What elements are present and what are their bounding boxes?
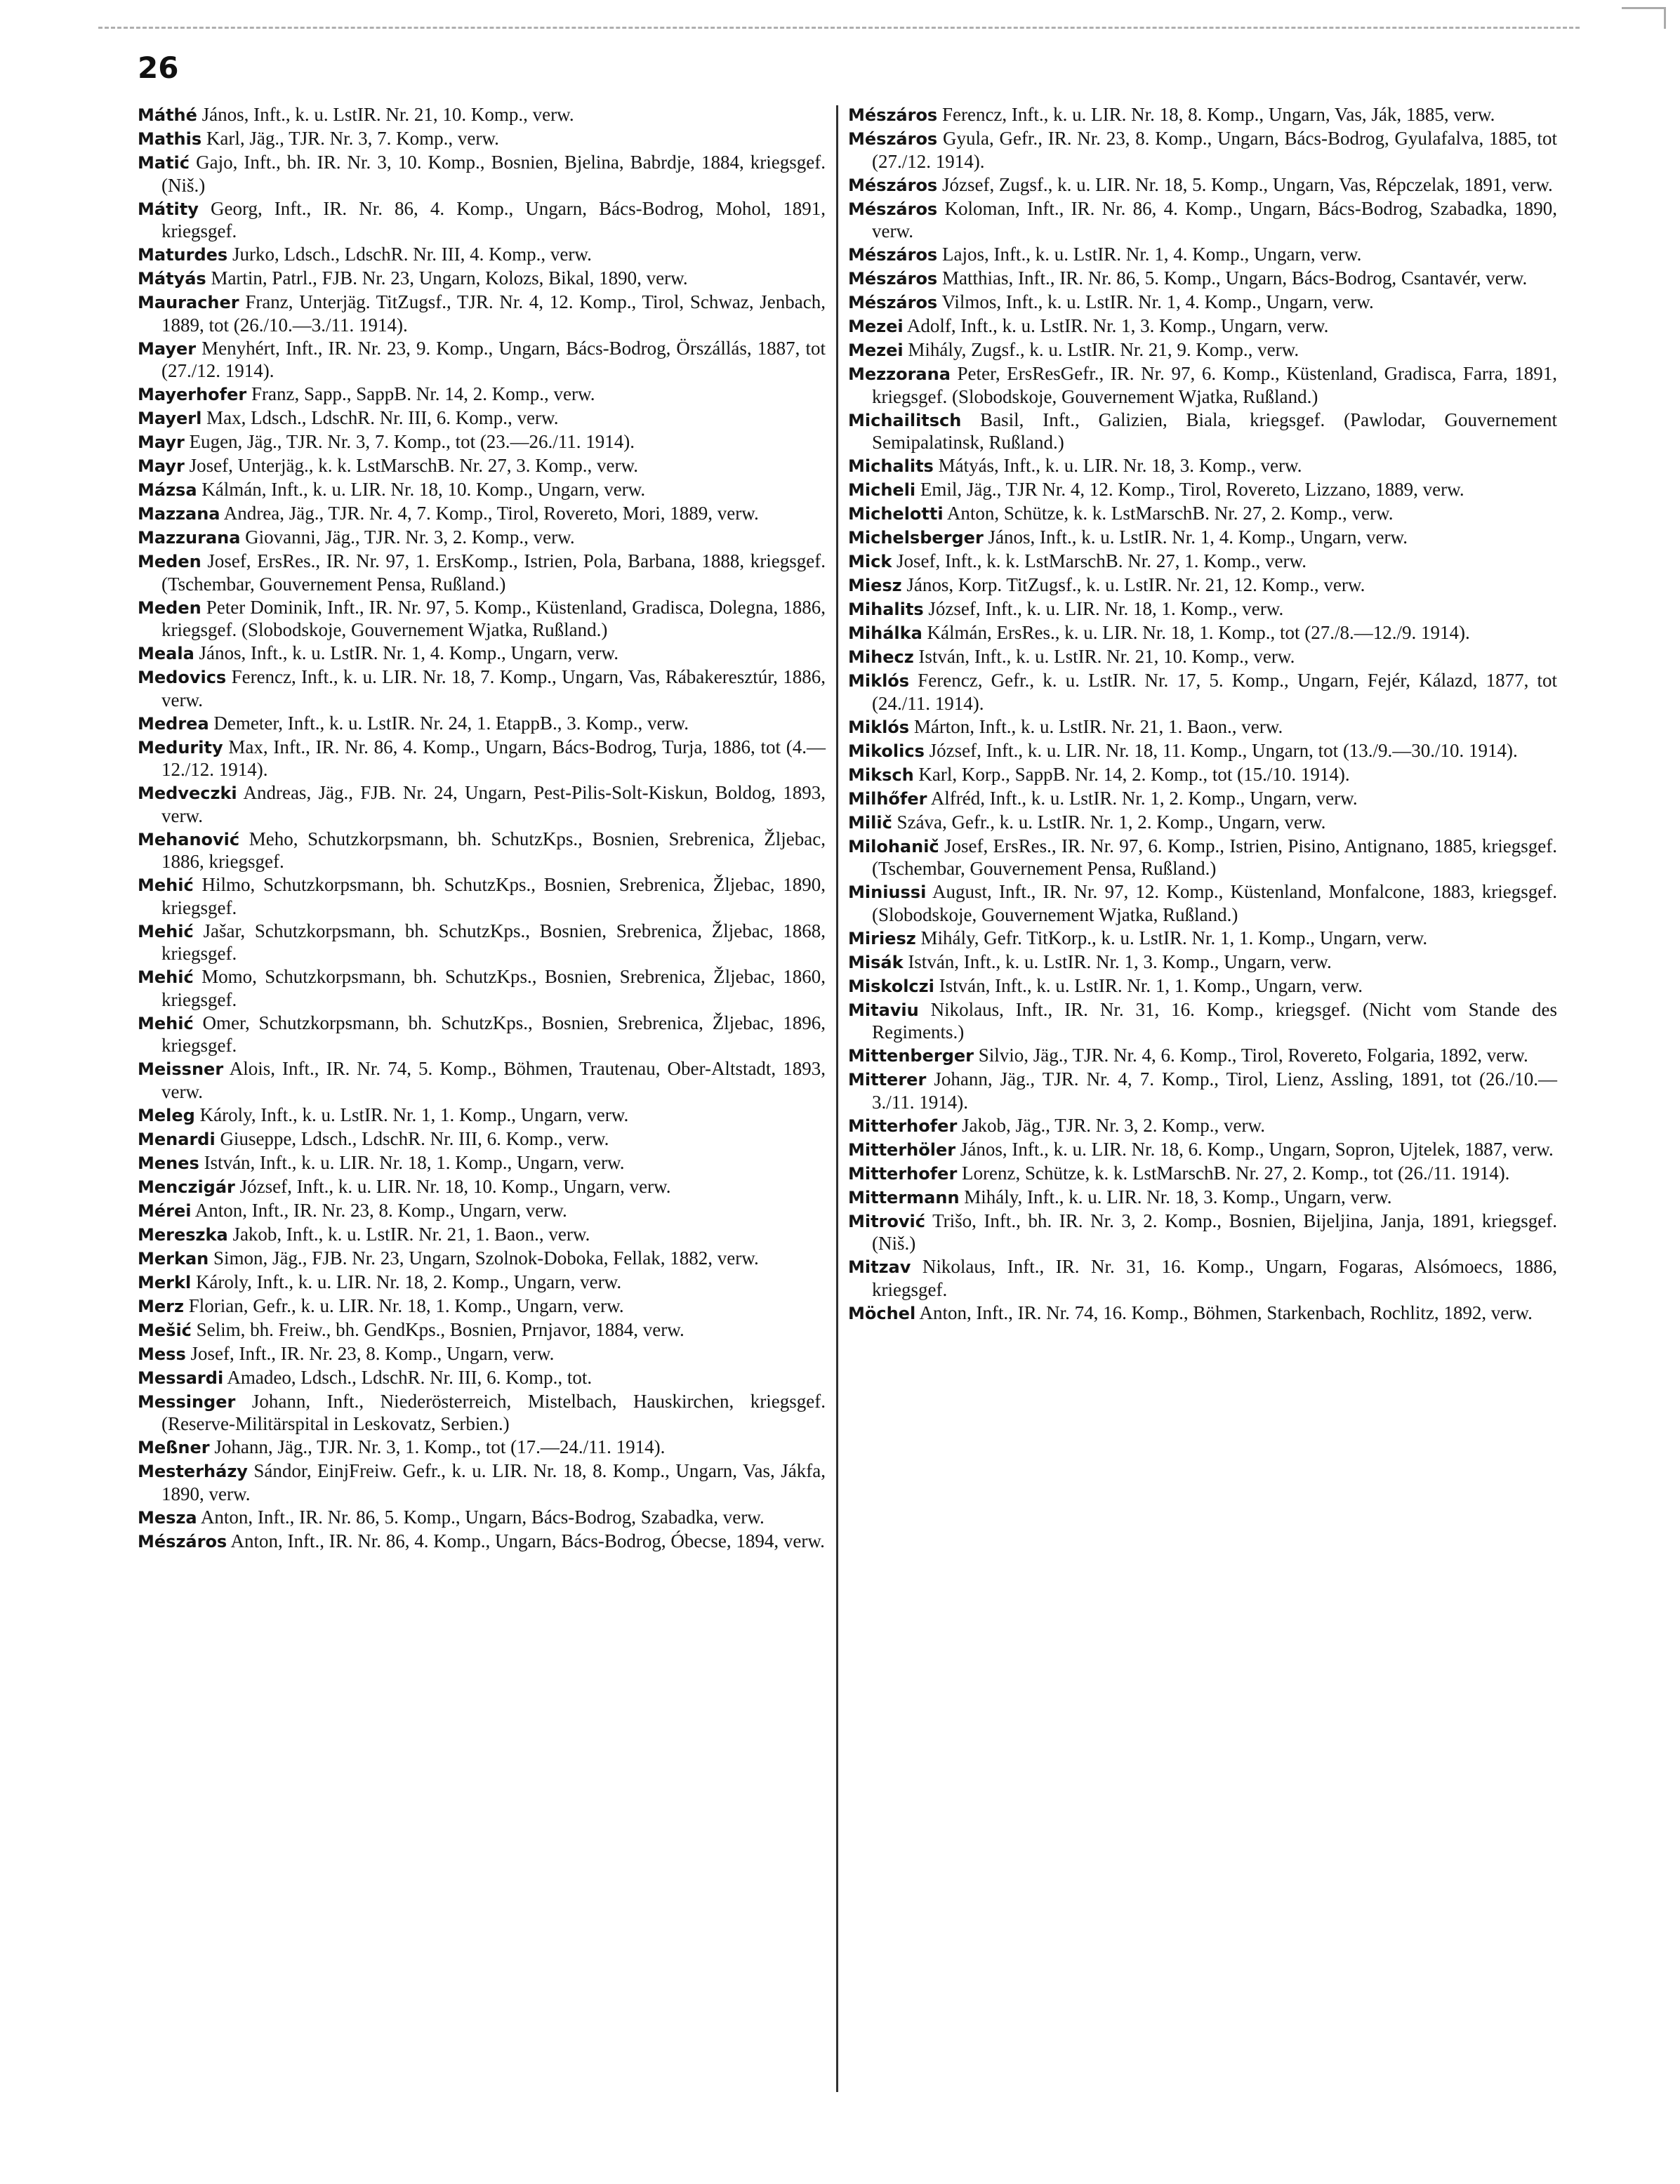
entry-details: Gajo, Inft., bh. IR. Nr. 3, 10. Komp., Bosnien, Bjelina, Babrdje, 1884, kriegsgef. (Niš.): [161, 152, 826, 196]
entry-details: Károly, Inft., k. u. LIR. Nr. 18, 2. Komp., Ungarn, verw.: [191, 1271, 622, 1292]
register-entry: [848, 479, 1557, 502]
register-entry: [138, 1128, 826, 1151]
register-entry: [848, 104, 1557, 127]
entry-details: Mátyás, Inft., k. u. LIR. Nr. 18, 3. Komp., verw.: [933, 455, 1302, 476]
entry-details: Martin, Patrl., FJB. Nr. 23, Ungarn, Kolozs, Bikal, 1890, verw.: [206, 267, 688, 289]
entry-surname: Mayer: [138, 338, 197, 359]
entry-details: Giuseppe, Ldsch., LdschR. Nr. III, 6. Komp., verw.: [215, 1127, 609, 1149]
entry-surname: Matić: [138, 153, 190, 173]
register-entry: [138, 1058, 826, 1103]
entry-surname: Mick: [848, 552, 892, 571]
register-entry: [848, 1068, 1557, 1113]
register-entry: [138, 1460, 826, 1505]
entry-details: Lorenz, Schütze, k. k. LstMarschB. Nr. 27, 2. Komp., tot (26./11. 1914).: [957, 1162, 1510, 1184]
register-entry: [138, 1391, 826, 1436]
entry-details: Vilmos, Inft., k. u. LstIR. Nr. 1, 4. Komp., Ungarn, verw.: [937, 291, 1374, 312]
register-entry: [848, 1302, 1557, 1325]
entry-surname: Mittermann: [848, 1187, 960, 1207]
register-entry: [138, 828, 826, 873]
entry-details: Anton, Inft., IR. Nr. 86, 5. Komp., Ungarn, Bács-Bodrog, Szabadka, verw.: [197, 1506, 765, 1528]
column-divider: [836, 105, 838, 2092]
entry-details: Karl, Korp., SappB. Nr. 14, 2. Komp., tot (15./10. 1914).: [913, 763, 1350, 785]
register-entry: [138, 782, 826, 827]
entry-details: Nikolaus, Inft., IR. Nr. 31, 16. Komp., kriegsgef. (Nicht vom Stande des Regiments.): [872, 998, 1557, 1043]
entry-surname: Mészáros: [848, 293, 938, 312]
entry-surname: Mittenberger: [848, 1046, 974, 1066]
register-entry: [848, 764, 1557, 787]
entry-surname: Mitzav: [848, 1257, 911, 1277]
entry-details: István, Inft., k. u. LstIR. Nr. 21, 10. Komp., verw.: [913, 646, 1295, 667]
entry-surname: Meßner: [138, 1438, 210, 1457]
entry-details: Franz, Unterjäg. TitZugsf., TJR. Nr. 4, 12. Komp., Tirol, Schwaz, Jenbach, 1889, tot (26./10.—3./11. 1914).: [161, 291, 826, 336]
entry-details: Jakob, Inft., k. u. LstIR. Nr. 21, 1. Baon., verw.: [227, 1223, 590, 1245]
register-entry: [848, 455, 1557, 478]
entry-surname: Mauracher: [138, 293, 239, 312]
entry-details: Giovanni, Jäg., TJR. Nr. 3, 2. Komp., verw.: [240, 527, 575, 548]
entry-details: Matthias, Inft., IR. Nr. 86, 5. Komp., Ungarn, Bács-Bodrog, Csantavér, verw.: [937, 267, 1528, 289]
register-entry: [138, 291, 826, 336]
entry-details: Silvio, Jäg., TJR. Nr. 4, 6. Komp., Tirol, Rovereto, Folgaria, 1892, verw.: [974, 1045, 1528, 1066]
register-entry: [848, 409, 1557, 454]
entry-details: József, Zugsf., k. u. LIR. Nr. 18, 5. Komp., Ungarn, Vas, Répczelak, 1891, verw.: [937, 173, 1553, 195]
register-entry: [848, 339, 1557, 362]
entry-surname: Mess: [138, 1344, 186, 1364]
register-entry: [138, 736, 826, 781]
entry-surname: Mátyás: [138, 269, 206, 289]
register-entry: [848, 740, 1557, 763]
entry-surname: Michelotti: [848, 504, 944, 524]
register-entry: [138, 874, 826, 919]
entry-surname: Merkan: [138, 1248, 209, 1269]
entry-surname: Mérei: [138, 1200, 192, 1221]
entry-surname: Meden: [138, 552, 201, 571]
entry-details: János, Inft., k. u. LstIR. Nr. 21, 10. Komp., verw.: [197, 104, 574, 125]
register-entry: [848, 267, 1557, 291]
entry-details: Anton, Schütze, k. k. LstMarschB. Nr. 27, 2. Komp., verw.: [943, 503, 1394, 524]
entry-surname: Miriesz: [848, 928, 916, 948]
register-entry: [138, 966, 826, 1011]
register-entry: [848, 527, 1557, 550]
entry-details: Momo, Schutzkorpsmann, bh. SchutzKps., Bosnien, Srebrenica, Žljebac, 1860, kriegsgef.: [161, 966, 826, 1010]
entry-surname: Meleg: [138, 1105, 195, 1125]
entry-surname: Mészáros: [138, 1531, 227, 1551]
entry-surname: Miklós: [848, 671, 910, 691]
register-entry: [138, 1104, 826, 1127]
entry-surname: Mészáros: [848, 175, 938, 195]
entry-surname: Mészáros: [848, 105, 938, 125]
entry-details: Emil, Jäg., TJR Nr. 4, 12. Komp., Tirol, Rovereto, Lizzano, 1889, verw.: [915, 479, 1464, 500]
entry-surname: Michailitsch: [848, 410, 962, 430]
corner-scan-mark: [1622, 7, 1666, 29]
register-entry: [138, 1247, 826, 1271]
entry-surname: Mitaviu: [848, 1000, 919, 1020]
entry-surname: Mészáros: [848, 199, 938, 219]
entry-details: Andrea, Jäg., TJR. Nr. 4, 7. Komp., Tirol, Rovereto, Mori, 1889, verw.: [220, 503, 759, 524]
entry-details: Max, Inft., IR. Nr. 86, 4. Komp., Ungarn, Bács-Bodrog, Turja, 1886, tot (4.—12./12. 1914).: [161, 736, 826, 780]
entry-details: Mihály, Inft., k. u. LIR. Nr. 18, 3. Komp., Ungarn, verw.: [959, 1186, 1392, 1207]
entry-surname: Mayerhofer: [138, 385, 247, 404]
entry-details: Jurko, Ldsch., LdschR. Nr. III, 4. Komp., verw.: [227, 244, 592, 265]
register-entry: [138, 1152, 826, 1175]
entry-surname: Meissner: [138, 1059, 224, 1079]
entry-surname: Miesz: [848, 576, 902, 595]
register-entry: [848, 315, 1557, 338]
entry-details: Josef, ErsRes., IR. Nr. 97, 1. ErsKomp., Istrien, Pola, Barbana, 1888, kriegsgef. (Tschembar, Gouvernement Pensa, Rußland.): [161, 550, 826, 595]
entry-surname: Mazzurana: [138, 528, 241, 548]
entry-details: Demeter, Inft., k. u. LstIR. Nr. 24, 1. EtappB., 3. Komp., verw.: [209, 712, 689, 734]
register-entry: [138, 666, 826, 711]
entry-surname: Mészáros: [848, 245, 938, 265]
register-entry: [138, 1200, 826, 1223]
entry-surname: Mereszka: [138, 1224, 228, 1245]
register-entry: [848, 1139, 1557, 1162]
page-number: 26: [138, 51, 179, 85]
register-entry: [138, 338, 826, 383]
entry-surname: Mihalits: [848, 600, 924, 619]
entry-details: István, Inft., k. u. LstIR. Nr. 1, 3. Komp., Ungarn, verw.: [903, 951, 1332, 972]
entry-surname: Menardi: [138, 1129, 216, 1149]
entry-surname: Mitterhöler: [848, 1139, 956, 1160]
register-entry: [848, 174, 1557, 197]
entry-details: Trišo, Inft., bh. IR. Nr. 3, 2. Komp., Bosnien, Bijeljina, Janja, 1891, kriegsgef. (Niš.): [872, 1210, 1557, 1254]
register-entry: [138, 383, 826, 406]
entry-details: Andreas, Jäg., FJB. Nr. 24, Ungarn, Pest-Pilis-Solt-Kiskun, Boldog, 1893, verw.: [161, 782, 826, 826]
register-entry: [138, 128, 826, 151]
left-column: [138, 104, 826, 1554]
entry-surname: Mehanović: [138, 829, 240, 849]
entry-details: Alois, Inft., IR. Nr. 74, 5. Komp., Böhmen, Trautenau, Ober-Altstadt, 1893, verw.: [161, 1058, 826, 1102]
register-entry: [138, 1436, 826, 1460]
entry-surname: Meden: [138, 597, 201, 618]
entry-details: Alfréd, Inft., k. u. LstIR. Nr. 1, 2. Komp., Ungarn, verw.: [927, 787, 1358, 809]
entry-details: Ferencz, Gefr., k. u. LstIR. Nr. 17, 5. Komp., Ungarn, Fejér, Kálazd, 1877, tot (24./11. 1914).: [872, 670, 1557, 714]
register-entry: [138, 244, 826, 267]
entry-details: József, Inft., k. u. LIR. Nr. 18, 11. Komp., Ungarn, tot (13./9.—30./10. 1914).: [924, 739, 1518, 761]
register-entry: [138, 1530, 826, 1554]
entry-details: Anton, Inft., IR. Nr. 23, 8. Komp., Ungarn, verw.: [191, 1199, 567, 1221]
entry-details: Gyula, Gefr., IR. Nr. 23, 8. Komp., Ungarn, Bács-Bodrog, Gyulafalva, 1885, tot (27./12. 1914).: [872, 128, 1557, 172]
entry-surname: Mesza: [138, 1507, 197, 1528]
register-entry: [848, 550, 1557, 574]
register-entry: [138, 920, 826, 965]
entry-details: Georg, Inft., IR. Nr. 86, 4. Komp., Ungarn, Bács-Bodrog, Mohol, 1891, kriegsgef.: [161, 197, 826, 241]
register-entry: [848, 363, 1557, 408]
entry-details: János, Inft., k. u. LIR. Nr. 18, 6. Komp., Ungarn, Sopron, Ujtelek, 1887, verw.: [955, 1138, 1554, 1160]
entry-details: Ferencz, Inft., k. u. LIR. Nr. 18, 8. Komp., Ungarn, Vas, Ják, 1885, verw.: [937, 104, 1495, 125]
entry-details: Száva, Gefr., k. u. LstIR. Nr. 1, 2. Komp., Ungarn, verw.: [892, 811, 1326, 833]
entry-details: August, Inft., IR. Nr. 97, 12. Komp., Küstenland, Monfalcone, 1883, kriegsgef. (Slobodskoje, Gouvernement Wjatka, Rußland.): [872, 881, 1557, 925]
entry-surname: Mayr: [138, 456, 185, 476]
register-entry: [848, 646, 1557, 669]
register-entry: [138, 1367, 826, 1390]
entry-surname: Micheli: [848, 480, 916, 500]
entry-surname: Milhőfer: [848, 788, 927, 809]
entry-surname: Messardi: [138, 1368, 224, 1388]
register-entry: [848, 835, 1557, 880]
entry-surname: Mehić: [138, 967, 194, 987]
register-entry: [138, 267, 826, 291]
entry-surname: Medurity: [138, 737, 223, 757]
entry-details: Sándor, EinjFreiw. Gefr., k. u. LIR. Nr. 18, 8. Komp., Ungarn, Vas, Jákfa, 1890, verw.: [161, 1460, 826, 1504]
entry-details: Menyhért, Inft., IR. Nr. 23, 9. Komp., Ungarn, Bács-Bodrog, Örszállás, 1887, tot (27./12. 1914).: [161, 337, 826, 381]
register-entry: [848, 670, 1557, 715]
entry-details: Márton, Inft., k. u. LstIR. Nr. 21, 1. Baon., verw.: [909, 715, 1283, 737]
entry-surname: Mészáros: [848, 269, 938, 289]
entry-surname: Meala: [138, 644, 194, 663]
entry-surname: Mitterhofer: [848, 1116, 958, 1136]
entry-details: Adolf, Inft., k. u. LstIR. Nr. 1, 3. Komp., Ungarn, verw.: [903, 315, 1329, 336]
register-entry: [848, 812, 1557, 835]
entry-details: Max, Ldsch., LdschR. Nr. III, 6. Komp., verw.: [201, 407, 559, 428]
entry-surname: Mazzana: [138, 504, 220, 524]
register-entry: [138, 1343, 826, 1366]
entry-surname: Mehić: [138, 921, 194, 941]
entry-details: Amadeo, Ldsch., LdschR. Nr. III, 6. Komp., tot.: [223, 1366, 593, 1388]
register-entry: [138, 1012, 826, 1057]
register-entry: [848, 574, 1557, 597]
entry-details: János, Korp. TitZugsf., k. u. LstIR. Nr. 21, 12. Komp., verw.: [901, 574, 1365, 595]
entry-surname: Mészáros: [848, 129, 938, 149]
entry-surname: Miniussi: [848, 882, 927, 902]
register-entry: [138, 455, 826, 478]
entry-surname: Michelsberger: [848, 528, 984, 548]
register-entry: [848, 975, 1557, 998]
register-entry: [848, 1210, 1557, 1255]
entry-surname: Mayerl: [138, 409, 202, 428]
entry-details: Meho, Schutzkorpsmann, bh. SchutzKps., Bosnien, Srebrenica, Žljebac, 1886, kriegsgef.: [161, 828, 826, 872]
entry-surname: Mitterhofer: [848, 1163, 958, 1184]
register-entry: [848, 244, 1557, 267]
register-entry: [138, 713, 826, 736]
entry-details: Kálmán, Inft., k. u. LIR. Nr. 18, 10. Komp., Ungarn, verw.: [197, 479, 646, 500]
entry-details: Basil, Inft., Galizien, Biala, kriegsgef. (Pawlodar, Gouvernement Semipalatinsk, Rußland.): [872, 409, 1557, 453]
entry-surname: Mayr: [138, 432, 185, 452]
entry-surname: Mezzorana: [848, 364, 951, 384]
register-entry: [848, 716, 1557, 739]
register-entry: [848, 622, 1557, 645]
register-entry: [848, 291, 1557, 315]
entry-surname: Mathis: [138, 129, 202, 149]
register-entry: [848, 927, 1557, 951]
entry-details: Eugen, Jäg., TJR. Nr. 3, 7. Komp., tot (23.—26./11. 1914).: [184, 431, 635, 452]
entry-details: József, Inft., k. u. LIR. Nr. 18, 1. Komp., verw.: [923, 598, 1284, 619]
register-entry: [138, 642, 826, 666]
entry-surname: Mázsa: [138, 480, 197, 500]
register-entry: [138, 1224, 826, 1247]
entry-surname: Mitrović: [848, 1211, 926, 1231]
entry-details: József, Inft., k. u. LIR. Nr. 18, 10. Komp., Ungarn, verw.: [234, 1175, 671, 1197]
entry-surname: Misák: [848, 952, 904, 972]
entry-details: Mihály, Zugsf., k. u. LstIR. Nr. 21, 9. Komp., verw.: [903, 339, 1299, 360]
register-entry: [138, 597, 826, 642]
entry-surname: Milohanič: [848, 836, 939, 856]
register-entry: [138, 104, 826, 127]
entry-details: István, Inft., k. u. LIR. Nr. 18, 1. Komp., Ungarn, verw.: [199, 1151, 625, 1173]
entry-details: Josef, Unterjäg., k. k. LstMarschB. Nr. 27, 3. Komp., verw.: [184, 455, 638, 476]
entry-details: Lajos, Inft., k. u. LstIR. Nr. 1, 4. Komp., Ungarn, verw.: [937, 244, 1362, 265]
entry-details: Hilmo, Schutzkorpsmann, bh. SchutzKps., Bosnien, Srebrenica, Žljebac, 1890, kriegsgef.: [161, 874, 826, 918]
register-entry: [848, 128, 1557, 173]
register-entry: [848, 951, 1557, 974]
entry-surname: Mikolics: [848, 741, 925, 761]
entry-surname: Miklós: [848, 717, 910, 737]
entry-surname: Medveczki: [138, 783, 237, 803]
entry-details: János, Inft., k. u. LstIR. Nr. 1, 4. Komp., Ungarn, verw.: [194, 642, 619, 663]
register-entry: [848, 999, 1557, 1044]
register-entry: [848, 1115, 1557, 1138]
register-entry: [138, 503, 826, 526]
entry-details: Johann, Inft., Niederösterreich, Mistelbach, Hauskirchen, kriegsgef. (Reserve-Militärspital in Leskovatz, Serbien.): [161, 1390, 826, 1434]
register-entry: [848, 881, 1557, 926]
entry-details: Jašar, Schutzkorpsmann, bh. SchutzKps., Bosnien, Srebrenica, Žljebac, 1868, kriegsgef.: [161, 920, 826, 964]
entry-details: Florian, Gefr., k. u. LIR. Nr. 18, 1. Komp., Ungarn, verw.: [183, 1295, 624, 1316]
register-entry: [138, 198, 826, 243]
register-entry: [848, 788, 1557, 811]
entry-surname: Merkl: [138, 1272, 192, 1292]
entry-surname: Máthé: [138, 105, 197, 125]
entry-surname: Michalits: [848, 456, 934, 476]
entry-surname: Mesterházy: [138, 1462, 248, 1481]
entry-surname: Mešić: [138, 1320, 192, 1340]
register-entry: [138, 431, 826, 454]
right-column: [848, 104, 1557, 1326]
entry-details: Johann, Jäg., TJR. Nr. 4, 7. Komp., Tirol, Lienz, Assling, 1891, tot (26./10.—3./11. 1914).: [872, 1068, 1557, 1113]
register-entry: [138, 550, 826, 595]
register-entry: [138, 1295, 826, 1318]
entry-surname: Mehić: [138, 875, 194, 895]
entry-surname: Mezei: [848, 317, 904, 336]
entry-details: Jakob, Jäg., TJR. Nr. 3, 2. Komp., verw.: [957, 1114, 1266, 1136]
entry-surname: Mezei: [848, 340, 904, 360]
entry-surname: Menczigár: [138, 1177, 235, 1197]
entry-details: Franz, Sapp., SappB. Nr. 14, 2. Komp., verw.: [246, 383, 595, 404]
register-entry: [848, 198, 1557, 243]
entry-surname: Medrea: [138, 713, 209, 734]
entry-details: Josef, ErsRes., IR. Nr. 97, 6. Komp., Istrien, Pisino, Antignano, 1885, kriegsgef. (Tschembar, Gouvernement Pensa, Rußland.): [872, 835, 1557, 879]
entry-details: Josef, Inft., k. k. LstMarschB. Nr. 27, 1. Komp., verw.: [892, 550, 1307, 571]
register-entry: [138, 1319, 826, 1342]
entry-details: Ferencz, Inft., k. u. LIR. Nr. 18, 7. Komp., Ungarn, Vas, Rábakeresztúr, 1886, verw.: [161, 666, 826, 710]
entry-details: Selim, bh. Freiw., bh. GendKps., Bosnien, Prnjavor, 1884, verw.: [191, 1318, 684, 1340]
register-entry: [848, 1163, 1557, 1186]
entry-details: János, Inft., k. u. LstIR. Nr. 1, 4. Komp., Ungarn, verw.: [983, 527, 1408, 548]
register-entry: [138, 152, 826, 197]
register-entry: [138, 1176, 826, 1199]
entry-details: Mihály, Gefr. TitKorp., k. u. LstIR. Nr. 1, 1. Komp., Ungarn, verw.: [915, 927, 1428, 948]
register-entry: [848, 1186, 1557, 1210]
entry-surname: Menes: [138, 1153, 199, 1173]
register-entry: [138, 1271, 826, 1295]
register-entry: [848, 1256, 1557, 1301]
entry-surname: Mihecz: [848, 647, 914, 667]
entry-surname: Messinger: [138, 1391, 236, 1412]
entry-details: István, Inft., k. u. LstIR. Nr. 1, 1. Komp., Ungarn, verw.: [934, 974, 1363, 996]
top-scan-rule: [98, 27, 1580, 29]
entry-surname: Mihálka: [848, 623, 922, 643]
register-entry: [848, 503, 1557, 526]
entry-details: Peter, ErsResGefr., IR. Nr. 97, 6. Komp., Küstenland, Gradisca, Farra, 1891, kriegsgef. (Slobodskoje, Gouvernement Wjatka, Rußland.): [872, 363, 1557, 407]
register-entry: [848, 1045, 1557, 1068]
register-entry: [848, 598, 1557, 621]
entry-surname: Medovics: [138, 668, 227, 687]
entry-details: Johann, Jäg., TJR. Nr. 3, 1. Komp., tot (17.—24./11. 1914).: [209, 1436, 666, 1457]
register-entry: [138, 1507, 826, 1530]
entry-surname: Mitterer: [848, 1070, 927, 1090]
entry-surname: Miksch: [848, 765, 914, 785]
entry-details: Anton, Inft., IR. Nr. 86, 4. Komp., Ungarn, Bács-Bodrog, Óbecse, 1894, verw.: [227, 1530, 825, 1551]
entry-surname: Miskolczi: [848, 976, 934, 996]
entry-surname: Möchel: [848, 1303, 916, 1323]
entry-surname: Mátity: [138, 199, 199, 219]
entry-details: Peter Dominik, Inft., IR. Nr. 97, 5. Komp., Küstenland, Gradisca, Dolegna, 1886, kriegsgef. (Slobodskoje, Gouvernement Wjatka, Rußland.): [161, 596, 826, 640]
entry-details: Nikolaus, Inft., IR. Nr. 31, 16. Komp., Ungarn, Fogaras, Alsómoecs, 1886, kriegsgef.: [872, 1256, 1557, 1300]
entry-details: Simon, Jäg., FJB. Nr. 23, Ungarn, Szolnok-Doboka, Fellak, 1882, verw.: [209, 1247, 759, 1269]
entry-details: Anton, Inft., IR. Nr. 74, 16. Komp., Böhmen, Starkenbach, Rochlitz, 1892, verw.: [915, 1302, 1533, 1323]
register-entry: [138, 527, 826, 550]
entry-details: Karl, Jäg., TJR. Nr. 3, 7. Komp., verw.: [201, 128, 499, 149]
entry-details: Károly, Inft., k. u. LstIR. Nr. 1, 1. Komp., Ungarn, verw.: [194, 1104, 629, 1125]
entry-surname: Merz: [138, 1296, 184, 1316]
register-entry: [138, 479, 826, 502]
entry-surname: Maturdes: [138, 245, 228, 265]
entry-details: Omer, Schutzkorpsmann, bh. SchutzKps., Bosnien, Srebrenica, Žljebac, 1896, kriegsgef.: [161, 1012, 826, 1056]
entry-surname: Milič: [848, 812, 892, 833]
entry-surname: Mehić: [138, 1013, 194, 1033]
register-entry: [138, 407, 826, 430]
entry-details: Koloman, Inft., IR. Nr. 86, 4. Komp., Ungarn, Bács-Bodrog, Szabadka, 1890, verw.: [872, 197, 1557, 241]
entry-details: Josef, Inft., IR. Nr. 23, 8. Komp., Ungarn, verw.: [185, 1342, 555, 1364]
entry-details: Kálmán, ErsRes., k. u. LIR. Nr. 18, 1. Komp., tot (27./8.—12./9. 1914).: [922, 622, 1470, 643]
